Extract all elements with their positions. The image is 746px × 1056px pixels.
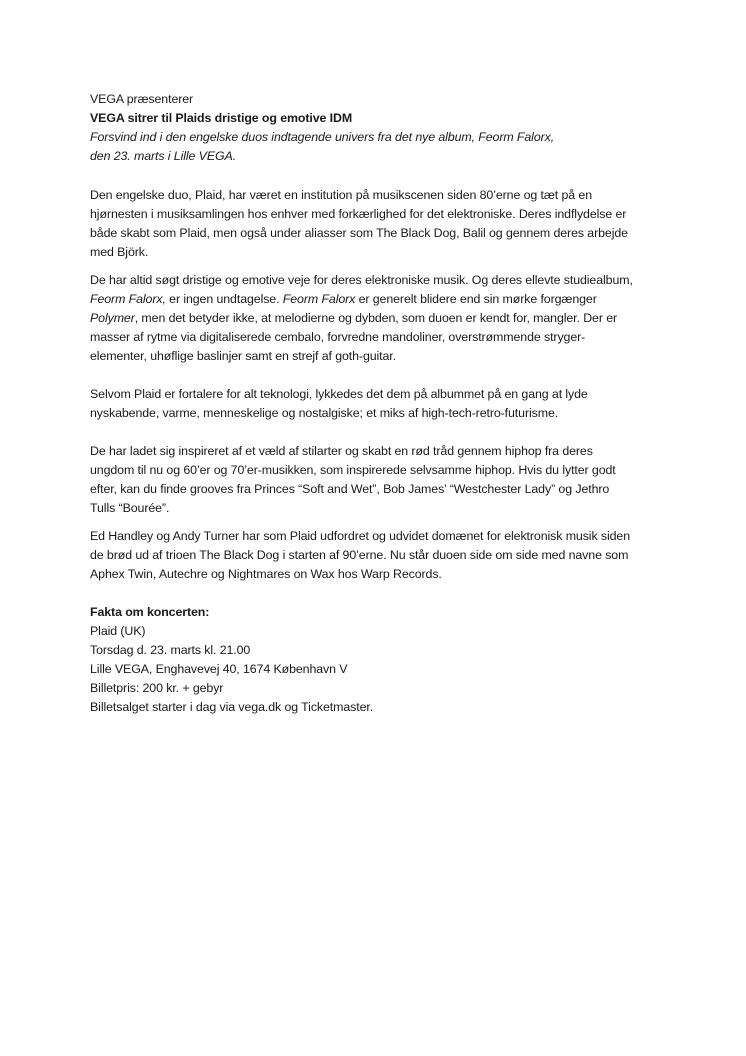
paragraph-line: masser af rytme via digitaliserede cembalo, forvredne mandoliner, overstrømmende stryger- <box>90 330 586 344</box>
album-title: Feorm Falorx, <box>90 292 166 306</box>
album-title: Polymer <box>90 311 135 325</box>
headline: VEGA sitrer til Plaids dristige og emotive IDM <box>90 111 353 125</box>
paragraph-line: efter, kan du finde grooves fra Princes “Soft and Wet”, Bob James’ “Westchester Lady” og Jethro <box>90 482 610 496</box>
paragraph-line: Tulls “Bourée”. <box>90 501 170 515</box>
paragraph-4 <box>90 442 670 518</box>
text-span: , men det betyder ikke, at melodierne og dybden, som duoen er kendt for, mangler. Der er <box>134 311 618 325</box>
subline-1: Forsvind ind i den engelske duos indtagende univers fra det nye album, Feorm Falorx, <box>90 130 555 144</box>
paragraph-line <box>90 309 670 328</box>
presenter-line: VEGA præsenterer <box>90 92 194 106</box>
paragraph-line: med Björk. <box>90 245 149 259</box>
facts-sale: Billetsalget starter i dag via vega.dk og Ticketmaster. <box>90 700 374 714</box>
paragraph-line: De har ladet sig inspireret af et væld af stilarter og skabt en rød tråd gennem hiphop fra deres <box>90 444 593 458</box>
paragraph-line: Den engelske duo, Plaid, har været en institution på musikscenen siden 80’erne og tæt på en <box>90 188 592 202</box>
facts-venue: Lille VEGA, Enghavevej 40, 1674 København V <box>90 662 348 676</box>
paragraph-line: nyskabende, varme, menneskelige og nostalgiske; et miks af high-tech-retro-futurisme. <box>90 406 559 420</box>
paragraph-5 <box>90 527 670 584</box>
press-release-document <box>90 90 670 717</box>
subline-2: den 23. marts i Lille VEGA. <box>90 149 237 163</box>
facts-block <box>90 603 670 717</box>
facts-artist: Plaid (UK) <box>90 624 146 638</box>
paragraph-line: de brød ud af trioen The Black Dog i starten af 90’erne. Nu står duoen side om side med navne som <box>90 548 629 562</box>
paragraph-line: elementer, uhøflige baslinjer samt en strejf af goth-guitar. <box>90 349 396 363</box>
paragraph-1 <box>90 186 670 262</box>
paragraph-line: hjørnesten i musiksamlingen hos enhver med forkærlighed for det elektroniske. Deres indflydelse er <box>90 207 627 221</box>
facts-heading: Fakta om koncerten: <box>90 605 210 619</box>
text-span: er ingen undtagelse. <box>165 292 283 306</box>
facts-date: Torsdag d. 23. marts kl. 21.00 <box>90 643 251 657</box>
paragraph-line: Aphex Twin, Autechre og Nightmares on Wax hos Warp Records. <box>90 567 442 581</box>
text-span: er generelt blidere end sin mørke forgænger <box>355 292 597 306</box>
paragraph-line: både skabt som Plaid, men også under aliasser som The Black Dog, Balil og gennem deres arbejde <box>90 226 628 240</box>
paragraph-line <box>90 290 670 309</box>
paragraph-line: Ed Handley og Andy Turner har som Plaid udfordret og udvidet domænet for elektronisk musik siden <box>90 529 631 543</box>
paragraph-2 <box>90 271 670 366</box>
paragraph-line: De har altid søgt dristige og emotive veje for deres elektroniske musik. Og deres ellevte studiealbum, <box>90 273 633 287</box>
album-title: Feorm Falorx <box>282 292 356 306</box>
header-block <box>90 90 670 166</box>
paragraph-3 <box>90 385 670 423</box>
paragraph-line: Selvom Plaid er fortalere for alt teknologi, lykkedes det dem på albummet på en gang at lyde <box>90 387 588 401</box>
facts-price: Billetpris: 200 kr. + gebyr <box>90 681 224 695</box>
paragraph-line: ungdom til nu og 60’er og 70’er-musikken, som inspirerede selvsamme hiphop. Hvis du lytter godt <box>90 463 616 477</box>
